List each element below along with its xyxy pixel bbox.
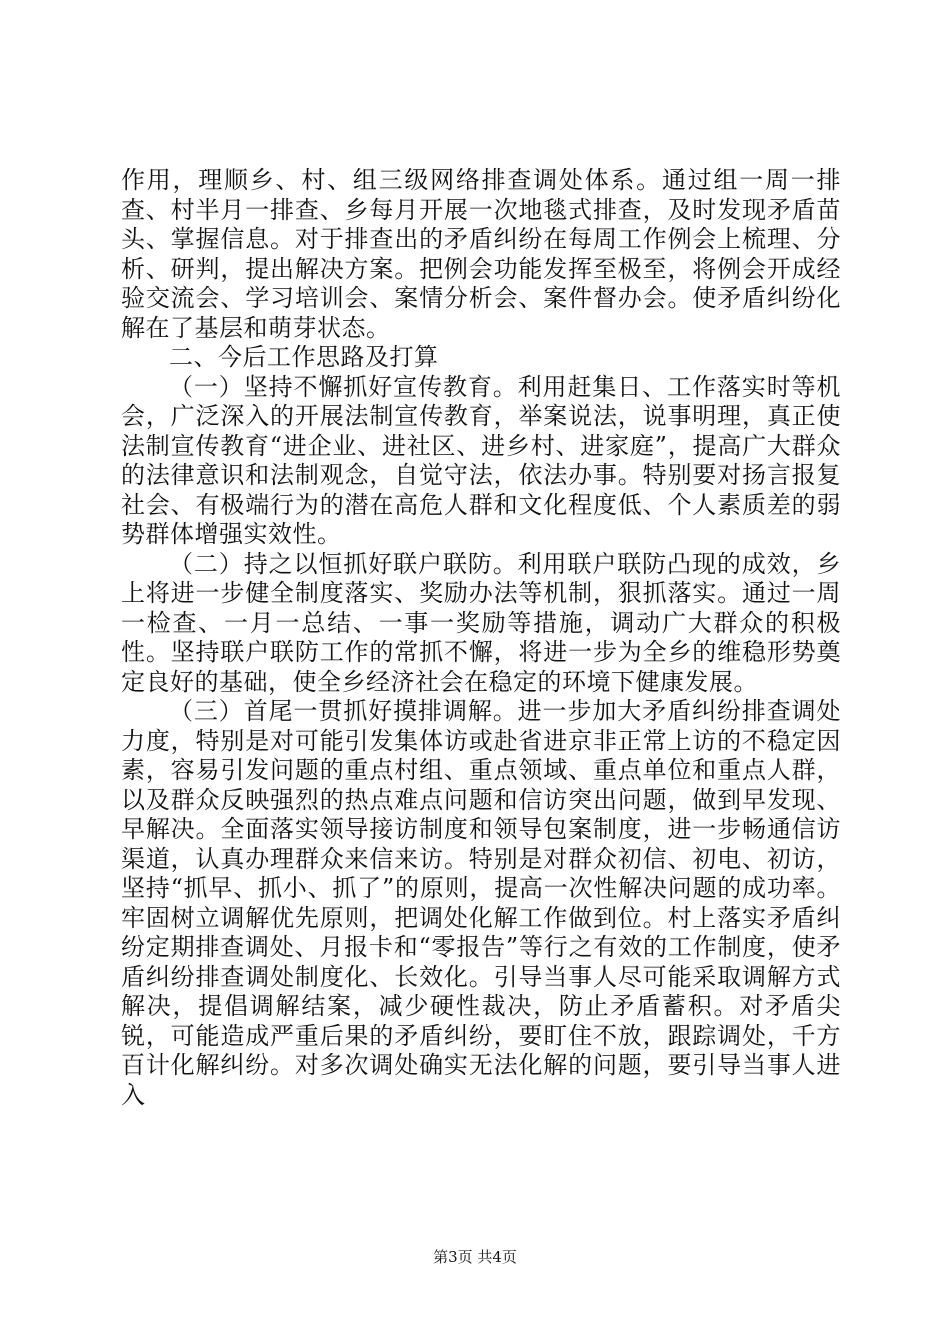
paragraph-mediation: （三）首尾一贯抓好摸排调解。进一步加大矛盾纠纷排查调处力度，特别是对可能引发集体访或赴省进京非正常上访的不稳定因素，容易引发问题的重点村组、重点领域、重点单位和重点人群，以及群众反映强烈的热点难点问题和信访突出问题，做到早发现、早解决。全面落实领导接访制度和领导包案制度，进一步畅通信访渠道，认真办理群众来信来访。特别是对群众初信、初电、初访，坚持“抓早、抓小、抓了”的原则，提高一次性解决问题的成功率。牢固树立调解优先原则，把调处化解工作做到位。村上落实矛盾纠纷定期排查调处、月报卡和“零报告”等行之有效的工作制度，使矛盾纠纷排查调处制度化、长效化。引导当事人尽可能采取调解方式解决，提倡调解结案，减少硬性裁决，防止矛盾蓄积。对矛盾尖锐，可能造成严重后果的矛盾纠纷，要盯住不放，跟踪调处，千方百计化解纠纷。对多次调处确实无法化解的问题，要引导当事人进入 — [121, 697, 841, 1109]
section-heading: 二、今后工作思路及打算 — [169, 343, 439, 371]
page-number-footer: 第3页 共4页 — [433, 1248, 517, 1266]
document-body — [121, 166, 841, 1110]
paragraph-joint-defense: （二）持之以恒抓好联户联防。利用联户联防凸现的成效，乡上将进一步健全制度落实、奖励办法等机制，狠抓落实。通过一周一检查、一月一总结、一事一奖励等措施，调动广大群众的积极性。坚持联户联防工作的常抓不懈，将进一步为全乡的维稳形势奠定良好的基础，使全乡经济社会在稳定的环境下健康发展。 — [121, 549, 841, 696]
paragraph-publicity-education: （一）坚持不懈抓好宣传教育。利用赶集日、工作落实时等机会，广泛深入的开展法制宣传教育，举案说法，说事明理，真正使法制宣传教育“进企业、进社区、进乡村、进家庭”，提高广大群众的法律意识和法制观念，自觉守法，依法办事。特别要对扬言报复社会、有极端行为的潜在高危人群和文化程度低、个人素质差的弱势群体增强实效性。 — [121, 372, 841, 548]
paragraph-continuation: 作用，理顺乡、村、组三级网络排查调处体系。通过组一周一排查、村半月一排查、乡每月开展一次地毯式排查，及时发现矛盾苗头、掌握信息。对于排查出的矛盾纠纷在每周工作例会上梳理、分析、研判，提出解决方案。把例会功能发挥至极至，将例会开成经验交流会、学习培训会、案情分析会、案件督办会。使矛盾纠纷化解在了基层和萌芽状态。 — [121, 166, 841, 342]
